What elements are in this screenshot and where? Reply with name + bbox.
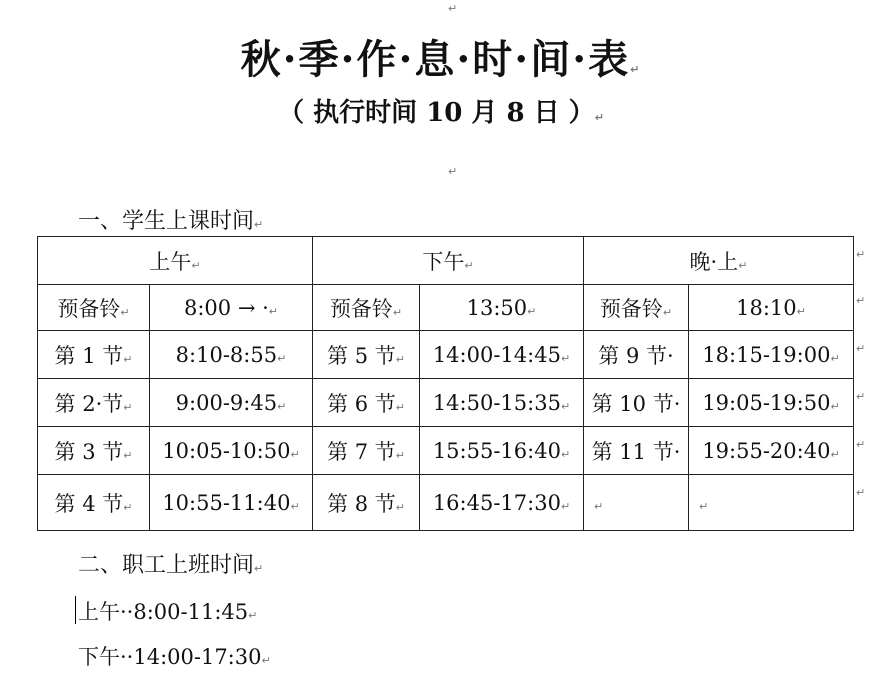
table-cell: 第 5 节↵ [313,331,420,379]
table-cell: 10:55-11:40↵ [150,475,313,531]
table-cell: 第 9 节· [584,331,689,379]
table-cell: 第 7 节↵ [313,427,420,475]
table-cell: 第 11 节· [584,427,689,475]
table-cell: 19:05-19:50↵ [689,379,854,427]
table-row [38,475,854,531]
table-cell: ↵ [584,475,689,531]
document-title [0,28,882,85]
table-cell: 14:00-14:45↵ [420,331,584,379]
table-cell: 16:45-17:30↵ [420,475,584,531]
table-cell: 13:50↵ [420,285,584,331]
paragraph-mark: ↵ [856,248,866,261]
table-header-row [38,237,854,285]
table-cell: 预备铃↵ [313,285,420,331]
paragraph-mark: ↵ [856,486,866,499]
table-row [38,331,854,379]
table-cell: 第 10 节· [584,379,689,427]
table-cell: 第 2·节↵ [38,379,150,427]
table-cell: 18:15-19:00↵ [689,331,854,379]
table-cell: 第 8 节↵ [313,475,420,531]
table-cell: 预备铃↵ [584,285,689,331]
table-cell: 10:05-10:50↵ [150,427,313,475]
paragraph-mark: ↵ [448,2,458,15]
text-cursor [75,596,76,624]
document-subtitle [0,92,882,129]
paragraph-mark: ↵ [856,294,866,307]
table-cell: 预备铃↵ [38,285,150,331]
table-cell: 19:55-20:40↵ [689,427,854,475]
table-cell: 8:00 → ·↵ [150,285,313,331]
paragraph-mark: ↵ [448,165,458,178]
paragraph-mark: ↵ [856,438,866,451]
header-evening: 晚·上↵ [584,237,854,285]
table-cell: 9:00-9:45↵ [150,379,313,427]
class-schedule-table [37,236,854,531]
table-cell: 第 4 节↵ [38,475,150,531]
paragraph-mark: ↵ [856,390,866,403]
section-heading-staff [78,548,263,579]
subtitle-text: （ 执行时间 10 月 8 日 ） [278,98,595,128]
table-cell: 14:50-15:35↵ [420,379,584,427]
title-text: 秋·季·作·息·时·间·表 [240,36,631,83]
staff-afternoon-hours: 下午··14:00-17:30↵ [78,645,271,669]
staff-morning-hours: 上午··8:00-11:45↵ [78,600,258,624]
table-row [38,285,854,331]
heading-text: 二、职工上班时间 [78,553,255,578]
heading-text: 一、学生上课时间 [78,209,255,234]
table-row [38,427,854,475]
paragraph-mark: ↵ [856,342,866,355]
header-afternoon: 下午↵ [313,237,584,285]
section-heading-students [78,204,263,235]
table-cell: 18:10↵ [689,285,854,331]
table-cell: 第 6 节↵ [313,379,420,427]
table-cell: 第 3 节↵ [38,427,150,475]
paragraph-mark: ↵ [254,218,264,231]
table-cell: 第 1 节↵ [38,331,150,379]
table-cell: 15:55-16:40↵ [420,427,584,475]
paragraph-mark: ↵ [254,562,264,575]
table-row [38,379,854,427]
paragraph-mark: ↵ [594,111,604,124]
table-cell: 8:10-8:55↵ [150,331,313,379]
paragraph-mark: ↵ [630,63,642,76]
header-morning: 上午↵ [38,237,313,285]
table-cell: ↵ [689,475,854,531]
